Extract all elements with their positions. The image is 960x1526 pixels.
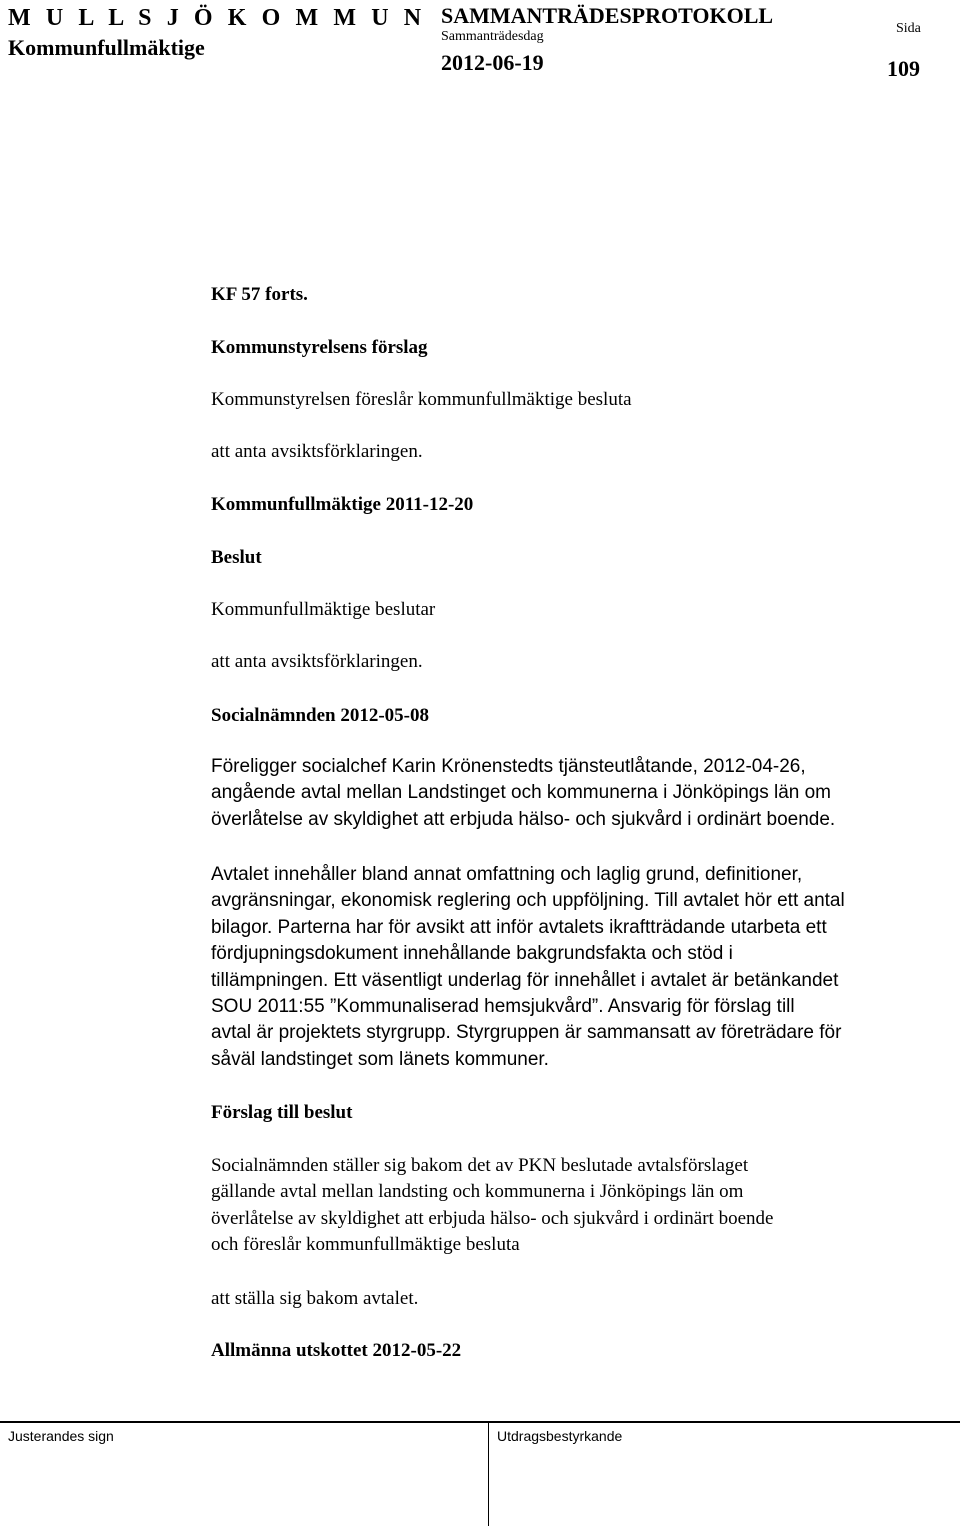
beslut-heading: Beslut bbox=[211, 547, 262, 568]
paragraph-line: Föreligger socialchef Karin Krönenstedts tjänsteutlåtande, 2012-04-26, bbox=[211, 756, 806, 777]
paragraph-line: bilagor. Parterna har för avsikt att inför avtalets ikraftträdande utarbeta ett bbox=[211, 916, 827, 938]
paragraph-line: såväl landstinget som länets kommuner. bbox=[211, 1048, 549, 1070]
utdragsbestyrkande-label: Utdragsbestyrkande bbox=[497, 1428, 623, 1444]
justerandes-sign-label: Justerandes sign bbox=[8, 1428, 114, 1444]
ks-heading: Kommunstyrelsens förslag bbox=[211, 337, 428, 358]
proposal-heading: Förslag till beslut bbox=[211, 1102, 353, 1123]
sn-paragraph-2 bbox=[211, 862, 845, 1073]
sn-heading: Socialnämnden 2012-05-08 bbox=[211, 705, 429, 726]
kf-heading: Kommunfullmäktige 2011-12-20 bbox=[211, 494, 474, 515]
paragraph-line: och föreslår kommunfullmäktige besluta bbox=[211, 1234, 520, 1256]
paragraph-line: angående avtal mellan Landstinget och kommunerna i Jönköpings län om bbox=[211, 782, 832, 804]
body-name: Kommunfullmäktige bbox=[8, 35, 205, 60]
sn-paragraph-1 bbox=[211, 754, 835, 833]
paragraph-line: gällande avtal mellan landsting och kommunerna i Jönköpings län om bbox=[211, 1181, 744, 1203]
paragraph-line: Socialnämnden ställer sig bakom det av PKN beslutade avtalsförslaget bbox=[211, 1155, 749, 1176]
paragraph-line: överlåtelse av skyldighet att erbjuda hälso- och sjukvård i ordinärt boende. bbox=[211, 808, 836, 830]
paragraph-line: fördjupningsdokument innehållande bakgrundsfakta och stöd i bbox=[211, 943, 733, 965]
beslut-text: Kommunfullmäktige beslutar bbox=[211, 599, 436, 620]
page-number: 109 bbox=[887, 56, 920, 81]
page-label: Sida bbox=[896, 21, 921, 36]
paragraph-line: avtal är projektets styrgrupp. Styrgruppen är sammansatt av företrädare för bbox=[211, 1022, 842, 1044]
paragraph-line: SOU 2011:55 ”Kommunaliserad hemsjukvård”. Ansvarig för förslag till bbox=[211, 996, 795, 1018]
beslut-att: att anta avsiktsförklaringen. bbox=[211, 651, 423, 672]
footer-rule bbox=[0, 1421, 960, 1423]
ks-text: Kommunstyrelsen föreslår kommunfullmäktige besluta bbox=[211, 389, 632, 410]
paragraph-line: tillämpningen. Ett väsentligt underlag för innehållet i avtalet är betänkandet bbox=[211, 969, 839, 991]
footer-divider bbox=[488, 1423, 489, 1526]
meeting-date-label: Sammanträdesdag bbox=[441, 29, 544, 44]
paragraph-line: avgränsningar, ekonomisk reglering och uppföljning. Till avtalet hör ett antal bbox=[211, 890, 845, 912]
paragraph-line: överlåtelse av skyldighet att erbjuda hälso- och sjukvård i ordinärt boende bbox=[211, 1207, 774, 1229]
proposal-att: att ställa sig bakom avtalet. bbox=[211, 1288, 419, 1309]
meeting-date: 2012-06-19 bbox=[441, 50, 544, 75]
document-type: SAMMANTRÄDESPROTOKOLL bbox=[441, 3, 774, 28]
section-reference: KF 57 forts. bbox=[211, 284, 308, 305]
ks-att: att anta avsiktsförklaringen. bbox=[211, 441, 423, 462]
proposal-paragraph bbox=[211, 1153, 773, 1259]
organization-name: M U L L S J Ö K O M M U N bbox=[8, 5, 426, 31]
au-heading: Allmänna utskottet 2012-05-22 bbox=[211, 1340, 462, 1361]
paragraph-line: Avtalet innehåller bland annat omfattning och laglig grund, definitioner, bbox=[211, 864, 803, 885]
